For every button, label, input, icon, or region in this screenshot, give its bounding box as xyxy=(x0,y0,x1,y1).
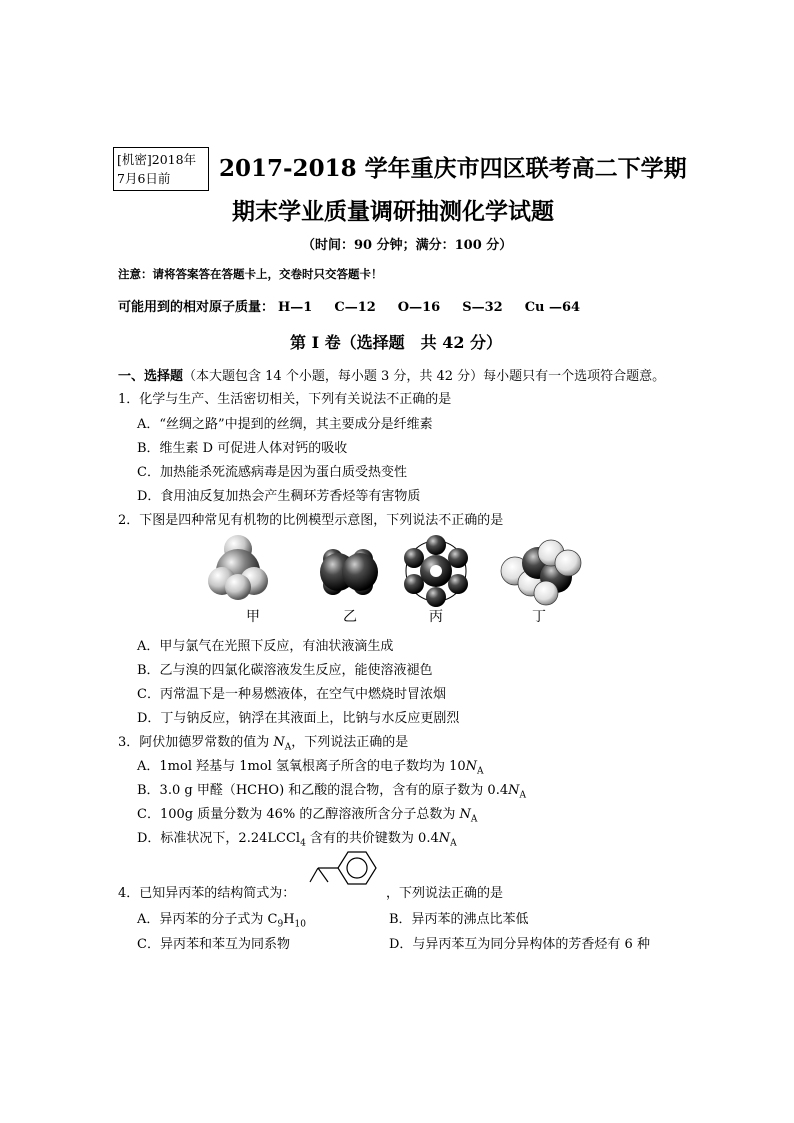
q1-stem: 1．化学与生产、生活密切相关，下列有关说法不正确的是 xyxy=(118,392,452,407)
q3-option-a-na: N xyxy=(465,759,477,774)
q3-option-d-na-sub: A xyxy=(450,838,457,849)
atomic-mass-label: 可能用到的相对原子质量： xyxy=(118,300,275,315)
q3-option-c-text: C．100g 质量分数为 46% 的乙醇溶液所含分子总数为 xyxy=(137,807,460,822)
q4-option-c: C．异丙苯和苯互为同系物 xyxy=(137,937,290,952)
q3-option-d-text: D．标准状况下，2.24LCCl xyxy=(137,831,301,846)
methane-model xyxy=(208,535,268,600)
confidential-line-2: 7月6日前 xyxy=(117,171,171,186)
q1-option-d: D．食用油反复加热会产生稠环芳香烃等有害物质 xyxy=(137,489,421,504)
atomic-mass-o: O—16 xyxy=(397,300,441,315)
q2-option-a: A．甲与氯气在光照下反应，有油状液滴生成 xyxy=(137,639,394,654)
atomic-mass-h: H—1 xyxy=(278,300,313,315)
q4-option-a-mid: H xyxy=(283,912,295,927)
q1-option-a: A．“丝绸之路”中提到的丝绸，其主要成分是纤维素 xyxy=(137,417,433,432)
q1-option-c: C．加热能杀死流感病毒是因为蛋白质受热变性 xyxy=(137,465,407,480)
q3-option-b-na-sub: A xyxy=(519,790,526,801)
q3-option-b-na: N xyxy=(508,783,520,798)
q3-option-a xyxy=(137,755,484,777)
q3-na-sub: A xyxy=(284,742,292,753)
label-bing: 丙 xyxy=(429,609,443,625)
q4-option-a xyxy=(137,908,306,930)
label-ding: 丁 xyxy=(532,609,546,625)
q3-option-d-na: N xyxy=(438,831,451,846)
q3-option-c-na-sub: A xyxy=(470,814,478,825)
label-yi: 乙 xyxy=(343,609,357,625)
q3-option-c-na: N xyxy=(459,807,471,822)
q3-option-b xyxy=(137,779,526,801)
q4-stem-pre: 4．已知异丙苯的结构简式为： xyxy=(118,886,296,901)
q3-option-a-na-sub: A xyxy=(477,766,484,777)
confidential-box xyxy=(113,147,209,191)
q3-option-c xyxy=(137,803,477,825)
q4-option-a-pre: A．异丙苯的分子式为 C xyxy=(137,912,278,927)
q2-option-c: C．丙常温下是一种易燃液体，在空气中燃烧时冒浓烟 xyxy=(137,687,446,702)
section-title: 第 I 卷（选择题 共 42 分） xyxy=(290,333,503,352)
title-line-1: 2017-2018 学年重庆市四区联考高二下学期 xyxy=(219,155,687,182)
q4-option-d: D．与异丙苯互为同分异构体的芳香烃有 6 种 xyxy=(389,937,650,952)
section-instructions-bold: 一、选择题 xyxy=(118,369,184,384)
q3-option-d xyxy=(137,827,457,849)
q4-option-a-sub1: 9 xyxy=(277,919,284,930)
atomic-mass-s: S—32 xyxy=(462,300,503,315)
q2-stem: 2．下图是四种常见有机物的比例模型示意图，下列说法不正确的是 xyxy=(118,513,504,528)
confidential-line-1: [机密]2018年 xyxy=(117,152,197,167)
isopropylbenzene-structure xyxy=(302,846,382,896)
q1-option-b: B．维生素 D 可促进人体对钙的吸收 xyxy=(137,441,348,456)
q2-option-b: B．乙与溴的四氯化碳溶液发生反应，能使溶液褪色 xyxy=(137,663,433,678)
q3-option-d-mid: 含有的共价键数为 0.4 xyxy=(305,831,439,846)
ethanol-model xyxy=(501,540,581,605)
q4-stem-post: ，下列说法正确的是 xyxy=(386,886,504,901)
time-info: （时间：90 分钟；满分：100 分） xyxy=(302,238,513,253)
q3-option-d-sub: 4 xyxy=(300,838,306,849)
atomic-mass-line xyxy=(118,296,602,315)
label-jia: 甲 xyxy=(246,609,260,625)
ethylene-model xyxy=(320,549,378,595)
atomic-mass-cu: Cu —64 xyxy=(524,300,581,315)
section-instructions-rest: （本大题包含 14 个小题，每小题 3 分，共 42 分）每小题只有一个选项符合题意。 xyxy=(183,369,666,384)
notice: 注意：请将答案答在答题卡上，交卷时只交答题卡！ xyxy=(118,267,383,281)
benzene-model xyxy=(404,535,468,607)
q3-stem xyxy=(118,731,408,753)
q3-option-b-text: B．3.0 g 甲醛（HCHO) 和乙酸的混合物，含有的原子数为 0.4 xyxy=(137,783,509,798)
q3-na: N xyxy=(273,735,285,750)
q3-stem-post: ，下列说法正确的是 xyxy=(291,735,409,750)
q4-option-a-sub2: 10 xyxy=(294,919,306,930)
q3-stem-pre: 3．阿伏加德罗常数的值为 xyxy=(118,735,274,750)
molecule-models-figure xyxy=(208,535,588,627)
q4-option-b: B．异丙苯的沸点比苯低 xyxy=(389,912,529,927)
atomic-mass-c: C—12 xyxy=(334,300,376,315)
q2-option-d: D．丁与钠反应，钠浮在其液面上，比钠与水反应更剧烈 xyxy=(137,711,460,726)
q3-option-a-text: A．1mol 羟基与 1mol 氢氧根离子所含的电子数均为 10 xyxy=(137,759,466,774)
section-instructions xyxy=(118,365,665,384)
title-line-2: 期末学业质量调研抽测化学试题 xyxy=(232,198,554,225)
